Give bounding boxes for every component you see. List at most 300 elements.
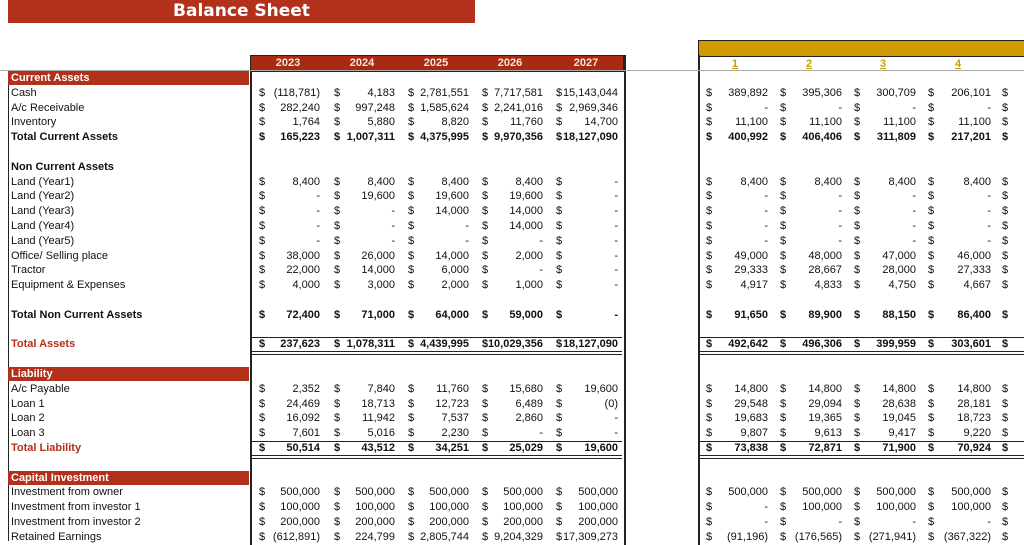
currency-symbol: $ (706, 308, 713, 321)
cell-value[interactable]: 6,489 (515, 397, 543, 410)
cell-value[interactable]: - (838, 190, 842, 203)
cell-value[interactable]: 9,970,356 (494, 131, 543, 144)
cell-value[interactable]: 72,871 (808, 442, 842, 454)
cell-value[interactable]: - (614, 205, 618, 218)
cell-value[interactable]: (91,196) (727, 530, 768, 543)
currency-symbol: $ (706, 234, 713, 247)
cell-value[interactable]: 14,000 (509, 205, 543, 218)
cell-value[interactable]: 2,000 (515, 249, 543, 262)
month-header-1[interactable]: 1 (732, 58, 739, 70)
cell-value[interactable]: 1,585,624 (420, 101, 469, 114)
currency-symbol: $ (1002, 442, 1009, 454)
cell-value[interactable]: (612,891) (272, 530, 320, 543)
cell-value[interactable]: 4,183 (367, 86, 395, 99)
currency-symbol: $ (259, 175, 266, 188)
cell-value[interactable]: - (614, 264, 618, 277)
cell-value[interactable]: - (614, 249, 618, 262)
cell-value[interactable]: 100,000 (355, 501, 395, 514)
cell-value[interactable]: 10,029,356 (487, 338, 543, 351)
currency-symbol: $ (334, 382, 341, 395)
cell-value[interactable]: 7,601 (292, 427, 320, 440)
year-header-2025[interactable]: 2025 (423, 57, 449, 69)
cell-value[interactable]: 100,000 (429, 501, 469, 514)
cell-value[interactable]: 50,514 (286, 442, 320, 454)
cell-value[interactable]: - (614, 427, 618, 440)
cell-value[interactable]: 86,400 (957, 308, 991, 321)
currency-symbol: $ (259, 234, 266, 247)
cell-value[interactable]: 27,333 (957, 264, 991, 277)
cell-value[interactable]: - (465, 234, 469, 247)
table-row (0, 352, 1024, 367)
cell-value[interactable]: 19,600 (584, 442, 618, 454)
cell-value[interactable]: 11,100 (809, 116, 842, 129)
currency-symbol: $ (928, 234, 935, 247)
cell-value[interactable]: 4,917 (740, 279, 768, 292)
cell-value[interactable]: 16,092 (286, 412, 320, 425)
cell-value[interactable]: 71,900 (882, 442, 916, 454)
table-row (0, 530, 1024, 545)
cell-value[interactable]: - (764, 516, 768, 528)
cell-value[interactable]: 500,000 (429, 486, 469, 499)
cell-value[interactable]: 500,000 (876, 486, 916, 499)
row-label: Retained Earnings (11, 530, 102, 543)
table-row (0, 411, 1024, 426)
row-label: Loan 2 (11, 412, 45, 425)
cell-value[interactable]: 18,127,090 (562, 338, 618, 351)
cell-value[interactable]: 29,094 (808, 397, 842, 410)
cell-value[interactable]: - (912, 220, 916, 232)
cell-value[interactable]: - (614, 308, 618, 321)
cell-value[interactable]: - (987, 220, 991, 232)
cell-value[interactable]: 7,840 (367, 382, 395, 395)
cell-value[interactable]: 997,248 (355, 101, 395, 114)
table-row (0, 115, 1024, 130)
cell-value[interactable]: - (614, 412, 618, 425)
cell-value[interactable]: 38,000 (286, 249, 320, 262)
cell-value[interactable]: 28,638 (882, 397, 916, 410)
cell-value[interactable]: 47,000 (882, 249, 916, 262)
cell-value[interactable]: 18,127,090 (562, 131, 618, 144)
cell-value[interactable]: 11,100 (883, 116, 916, 129)
cell-value[interactable]: 29,333 (734, 264, 768, 277)
cell-value[interactable]: 91,650 (734, 308, 768, 321)
cell-value[interactable]: 2,860 (515, 412, 543, 425)
cell-value[interactable]: 4,375,995 (420, 131, 469, 144)
currency-symbol: $ (706, 338, 713, 351)
cell-value[interactable]: 28,667 (808, 264, 842, 277)
cell-value[interactable]: 100,000 (280, 501, 320, 514)
cell-value[interactable]: 22,000 (286, 264, 320, 277)
cell-value[interactable]: 500,000 (503, 486, 543, 499)
cell-value[interactable]: 11,100 (735, 116, 768, 129)
cell-value[interactable]: 71,000 (361, 308, 395, 321)
cell-value[interactable]: 25,029 (509, 442, 543, 454)
currency-symbol: $ (1002, 338, 1009, 351)
currency-symbol: $ (928, 264, 935, 277)
currency-symbol: $ (854, 101, 861, 114)
cell-value[interactable]: - (764, 501, 768, 514)
cell-value[interactable]: 11,760 (510, 116, 543, 129)
currency-symbol: $ (1002, 486, 1009, 499)
cell-value[interactable]: - (614, 234, 618, 247)
cell-value[interactable]: 46,000 (957, 249, 991, 262)
cell-value[interactable]: 1,000 (515, 279, 543, 292)
cell-value[interactable]: 311,809 (876, 131, 916, 144)
cell-value[interactable]: 14,000 (435, 205, 469, 218)
cell-value[interactable]: - (912, 101, 916, 114)
currency-symbol: $ (706, 86, 713, 99)
currency-symbol: $ (556, 501, 563, 514)
cell-value[interactable]: (176,565) (794, 530, 842, 543)
cell-value[interactable]: 1,764 (292, 116, 320, 129)
cell-value[interactable]: 14,800 (734, 382, 768, 395)
row-label: Investment from investor 2 (11, 516, 141, 528)
table-row (0, 441, 1024, 456)
cell-value[interactable]: 14,800 (882, 382, 916, 395)
table-row (0, 219, 1024, 234)
cell-value[interactable]: 19,600 (361, 190, 395, 203)
cell-value[interactable]: 64,000 (435, 308, 469, 321)
cell-value[interactable]: - (987, 190, 991, 203)
cell-value[interactable]: 8,820 (441, 116, 469, 129)
currency-symbol: $ (780, 338, 787, 351)
currency-symbol: $ (408, 397, 415, 410)
cell-value[interactable]: 406,406 (802, 131, 842, 144)
cell-value[interactable]: 2,969,346 (569, 101, 618, 114)
cell-value[interactable]: 100,000 (503, 501, 543, 514)
currency-symbol: $ (408, 116, 415, 129)
currency-symbol: $ (408, 338, 415, 351)
currency-symbol: $ (706, 116, 713, 129)
cell-value[interactable]: 300,709 (876, 86, 916, 99)
cell-value[interactable]: 9,807 (740, 427, 768, 440)
currency-symbol: $ (259, 205, 266, 218)
cell-value[interactable]: 2,000 (441, 279, 469, 292)
cell-value[interactable]: - (912, 516, 916, 528)
currency-symbol: $ (780, 131, 787, 144)
cell-value[interactable]: 19,365 (808, 412, 842, 425)
cell-value[interactable]: - (614, 190, 618, 203)
currency-symbol: $ (482, 279, 489, 292)
cell-value[interactable]: 8,400 (888, 175, 916, 188)
currency-symbol: $ (928, 412, 935, 425)
cell-value[interactable]: 14,800 (808, 382, 842, 395)
cell-value[interactable]: 200,000 (578, 516, 618, 528)
row-label: Tractor (11, 264, 46, 277)
cell-value[interactable]: 14,000 (361, 264, 395, 277)
cell-value[interactable]: 4,750 (888, 279, 916, 292)
month-header-2[interactable]: 2 (806, 58, 813, 70)
cell-value[interactable]: 500,000 (728, 486, 768, 499)
cell-value[interactable]: 9,417 (888, 427, 916, 440)
cell-value[interactable]: - (764, 205, 768, 218)
total-rule (252, 441, 622, 442)
cell-value[interactable]: (0) (604, 397, 618, 410)
cell-value[interactable]: - (539, 264, 543, 277)
cell-value[interactable]: 5,880 (367, 116, 395, 129)
cell-value[interactable]: - (465, 220, 469, 232)
cell-value[interactable]: 73,838 (734, 442, 768, 454)
currency-symbol: $ (556, 131, 563, 144)
currency-symbol: $ (334, 131, 341, 144)
cell-value[interactable]: 14,800 (957, 382, 991, 395)
currency-symbol: $ (706, 516, 713, 528)
cell-value[interactable]: 8,400 (515, 175, 543, 188)
cell-value[interactable]: 24,469 (286, 397, 320, 410)
cell-value[interactable]: - (316, 234, 320, 247)
currency-symbol: $ (928, 86, 935, 99)
cell-value[interactable]: - (614, 279, 618, 292)
currency-symbol: $ (482, 486, 489, 499)
cell-value[interactable]: 3,000 (367, 279, 395, 292)
cell-value[interactable]: 389,892 (728, 86, 768, 99)
cell-value[interactable]: 165,223 (280, 131, 320, 144)
cell-value[interactable]: 8,400 (740, 175, 768, 188)
cell-value[interactable]: - (838, 516, 842, 528)
cell-value[interactable]: - (391, 205, 395, 218)
cell-value[interactable]: 1,078,311 (346, 338, 395, 351)
currency-symbol: $ (482, 397, 489, 410)
cell-value[interactable]: 2,805,744 (420, 530, 469, 543)
cell-value[interactable]: - (316, 190, 320, 203)
currency-symbol: $ (259, 427, 266, 440)
cell-value[interactable]: 100,000 (876, 501, 916, 514)
currency-symbol: $ (780, 516, 787, 528)
currency-symbol: $ (928, 338, 935, 351)
currency-symbol: $ (928, 101, 935, 114)
cell-value[interactable]: 6,000 (441, 264, 469, 277)
cell-value[interactable]: 4,000 (292, 279, 320, 292)
table-row (0, 249, 1024, 264)
currency-symbol: $ (928, 308, 935, 321)
table-row (0, 71, 1024, 86)
cell-value[interactable]: 500,000 (578, 486, 618, 499)
cell-value[interactable]: - (391, 220, 395, 232)
cell-value[interactable]: 15,143,044 (562, 86, 618, 99)
cell-value[interactable]: - (764, 220, 768, 232)
cell-value[interactable]: 2,241,016 (494, 101, 543, 114)
cell-value[interactable]: (118,781) (273, 86, 320, 99)
cell-value[interactable]: 18,713 (361, 397, 395, 410)
currency-symbol: $ (928, 382, 935, 395)
cell-value[interactable]: 19,683 (734, 412, 768, 425)
cell-value[interactable]: 500,000 (951, 486, 991, 499)
cell-value[interactable]: 43,512 (361, 442, 395, 454)
cell-value[interactable]: - (912, 205, 916, 218)
cell-value[interactable]: 9,204,329 (494, 530, 543, 543)
currency-symbol: $ (854, 86, 861, 99)
row-label: Total Non Current Assets (11, 308, 143, 321)
cell-value[interactable]: 500,000 (355, 486, 395, 499)
year-header-2023[interactable]: 2023 (275, 57, 301, 69)
cell-value[interactable]: 8,400 (963, 175, 991, 188)
cell-value[interactable]: - (614, 220, 618, 232)
cell-value[interactable]: 100,000 (578, 501, 618, 514)
currency-symbol: $ (259, 382, 266, 395)
cell-value[interactable]: - (838, 205, 842, 218)
cell-value[interactable]: 5,016 (367, 427, 395, 440)
currency-symbol: $ (408, 190, 415, 203)
cell-value[interactable]: 500,000 (802, 486, 842, 499)
cell-value[interactable]: 48,000 (808, 249, 842, 262)
cell-value[interactable]: 200,000 (503, 516, 543, 528)
currency-symbol: $ (854, 530, 861, 543)
currency-symbol: $ (1002, 382, 1009, 395)
currency-symbol: $ (706, 397, 713, 410)
currency-symbol: $ (259, 279, 266, 292)
cell-value[interactable]: 15,680 (509, 382, 543, 395)
currency-symbol: $ (334, 220, 341, 232)
cell-value[interactable]: 8,400 (441, 175, 469, 188)
cell-value[interactable]: - (614, 175, 618, 188)
cell-value[interactable]: 4,833 (814, 279, 842, 292)
cell-value[interactable]: 26,000 (361, 249, 395, 262)
cell-value[interactable]: 28,181 (957, 397, 991, 410)
cell-value[interactable]: 29,548 (734, 397, 768, 410)
cell-value[interactable]: 89,900 (808, 308, 842, 321)
cell-value[interactable]: 200,000 (355, 516, 395, 528)
year-header-2024[interactable]: 2024 (349, 57, 375, 69)
cell-value[interactable]: 399,959 (876, 338, 916, 351)
cell-value[interactable]: - (838, 220, 842, 232)
cell-value[interactable]: 492,642 (728, 338, 768, 351)
cell-value[interactable]: 34,251 (435, 442, 469, 454)
row-label: A/c Payable (11, 382, 70, 395)
cell-value[interactable]: 19,600 (509, 190, 543, 203)
currency-symbol: $ (334, 86, 341, 99)
cell-value[interactable]: (367,322) (943, 530, 991, 543)
year-header-2027[interactable]: 2027 (573, 57, 599, 69)
cell-value[interactable]: 11,942 (362, 412, 395, 425)
cell-value[interactable]: - (987, 234, 991, 247)
cell-value[interactable]: 11,100 (958, 116, 991, 129)
cell-value[interactable]: 49,000 (734, 249, 768, 262)
cell-value[interactable]: (271,941) (868, 530, 916, 543)
cell-value[interactable]: 28,000 (882, 264, 916, 277)
cell-value[interactable]: 282,240 (280, 101, 320, 114)
cell-value[interactable]: - (764, 234, 768, 247)
cell-value[interactable]: 100,000 (802, 501, 842, 514)
year-header-2026[interactable]: 2026 (497, 57, 523, 69)
cell-value[interactable]: 100,000 (951, 501, 991, 514)
cell-value[interactable]: 500,000 (280, 486, 320, 499)
currency-symbol: $ (1002, 516, 1009, 528)
cell-value[interactable]: 2,781,551 (420, 86, 469, 99)
cell-value[interactable]: 224,799 (355, 530, 395, 543)
cell-value[interactable]: - (912, 234, 916, 247)
currency-symbol: $ (334, 279, 341, 292)
cell-value[interactable]: - (539, 427, 543, 440)
currency-symbol: $ (482, 382, 489, 395)
cell-value[interactable]: 2,230 (441, 427, 469, 440)
cell-value[interactable]: 19,600 (435, 190, 469, 203)
cell-value[interactable]: 88,150 (882, 308, 916, 321)
currency-symbol: $ (334, 175, 341, 188)
cell-value[interactable]: 19,045 (882, 412, 916, 425)
cell-value[interactable]: 70,924 (957, 442, 991, 454)
cell-value[interactable]: 18,723 (957, 412, 991, 425)
currency-symbol: $ (556, 442, 563, 454)
cell-value[interactable]: - (316, 205, 320, 218)
currency-symbol: $ (482, 190, 489, 203)
cell-value[interactable]: 14,000 (509, 220, 543, 232)
cell-value[interactable]: 400,992 (728, 131, 768, 144)
cell-value[interactable]: - (838, 234, 842, 247)
cell-value[interactable]: 7,537 (441, 412, 469, 425)
cell-value[interactable]: 496,306 (802, 338, 842, 351)
currency-symbol: $ (928, 427, 935, 440)
cell-value[interactable]: 19,600 (584, 382, 618, 395)
cell-value[interactable]: 9,613 (814, 427, 842, 440)
cell-value[interactable]: - (838, 101, 842, 114)
table-row (0, 471, 1024, 486)
cell-value[interactable]: - (764, 190, 768, 203)
currency-symbol: $ (706, 101, 713, 114)
cell-value[interactable]: 200,000 (429, 516, 469, 528)
currency-symbol: $ (482, 116, 489, 129)
currency-symbol: $ (1002, 530, 1009, 543)
row-label: Inventory (11, 116, 57, 129)
currency-symbol: $ (780, 442, 787, 454)
currency-symbol: $ (706, 530, 713, 543)
cell-value[interactable]: 303,601 (951, 338, 991, 351)
cell-value[interactable]: 4,439,995 (420, 338, 469, 351)
currency-symbol: $ (854, 516, 861, 528)
cell-value[interactable]: 72,400 (286, 308, 320, 321)
cell-value[interactable]: 7,717,581 (494, 86, 543, 99)
cell-value[interactable]: 14,700 (584, 116, 618, 129)
cell-value[interactable]: - (539, 234, 543, 247)
cell-value[interactable]: 2,352 (292, 382, 320, 395)
currency-symbol: $ (556, 279, 563, 292)
cell-value[interactable]: 200,000 (280, 516, 320, 528)
cell-value[interactable]: - (987, 516, 991, 528)
currency-symbol: $ (556, 308, 563, 321)
cell-value[interactable]: 9,220 (963, 427, 991, 440)
cell-value[interactable]: 59,000 (509, 308, 543, 321)
cell-value[interactable]: 206,101 (951, 86, 991, 99)
cell-value[interactable]: 8,400 (367, 175, 395, 188)
cell-value[interactable]: - (316, 220, 320, 232)
cell-value[interactable]: 8,400 (292, 175, 320, 188)
cell-value[interactable]: 14,000 (435, 249, 469, 262)
cell-value[interactable]: - (764, 101, 768, 114)
currency-symbol: $ (556, 486, 563, 499)
cell-value[interactable]: 217,201 (951, 131, 991, 144)
currency-symbol: $ (482, 175, 489, 188)
month-header-3[interactable]: 3 (880, 58, 887, 70)
currency-symbol: $ (706, 501, 713, 514)
table-row (0, 382, 1024, 397)
month-header-4[interactable]: 4 (955, 58, 962, 70)
currency-symbol: $ (1002, 264, 1009, 277)
currency-symbol: $ (706, 175, 713, 188)
currency-symbol: $ (334, 308, 341, 321)
cell-value[interactable]: 237,623 (280, 338, 320, 351)
cell-value[interactable]: 4,667 (963, 279, 991, 292)
cell-value[interactable]: - (912, 190, 916, 203)
cell-value[interactable]: 8,400 (814, 175, 842, 188)
cell-value[interactable]: 17,309,273 (562, 530, 618, 543)
cell-value[interactable]: 11,760 (436, 382, 469, 395)
cell-value[interactable]: - (391, 234, 395, 247)
cell-value[interactable]: 395,306 (802, 86, 842, 99)
cell-value[interactable]: - (987, 101, 991, 114)
cell-value[interactable]: 12,723 (435, 397, 469, 410)
cell-value[interactable]: - (987, 205, 991, 218)
cell-value[interactable]: 1,007,311 (346, 131, 395, 144)
currency-symbol: $ (556, 338, 563, 351)
